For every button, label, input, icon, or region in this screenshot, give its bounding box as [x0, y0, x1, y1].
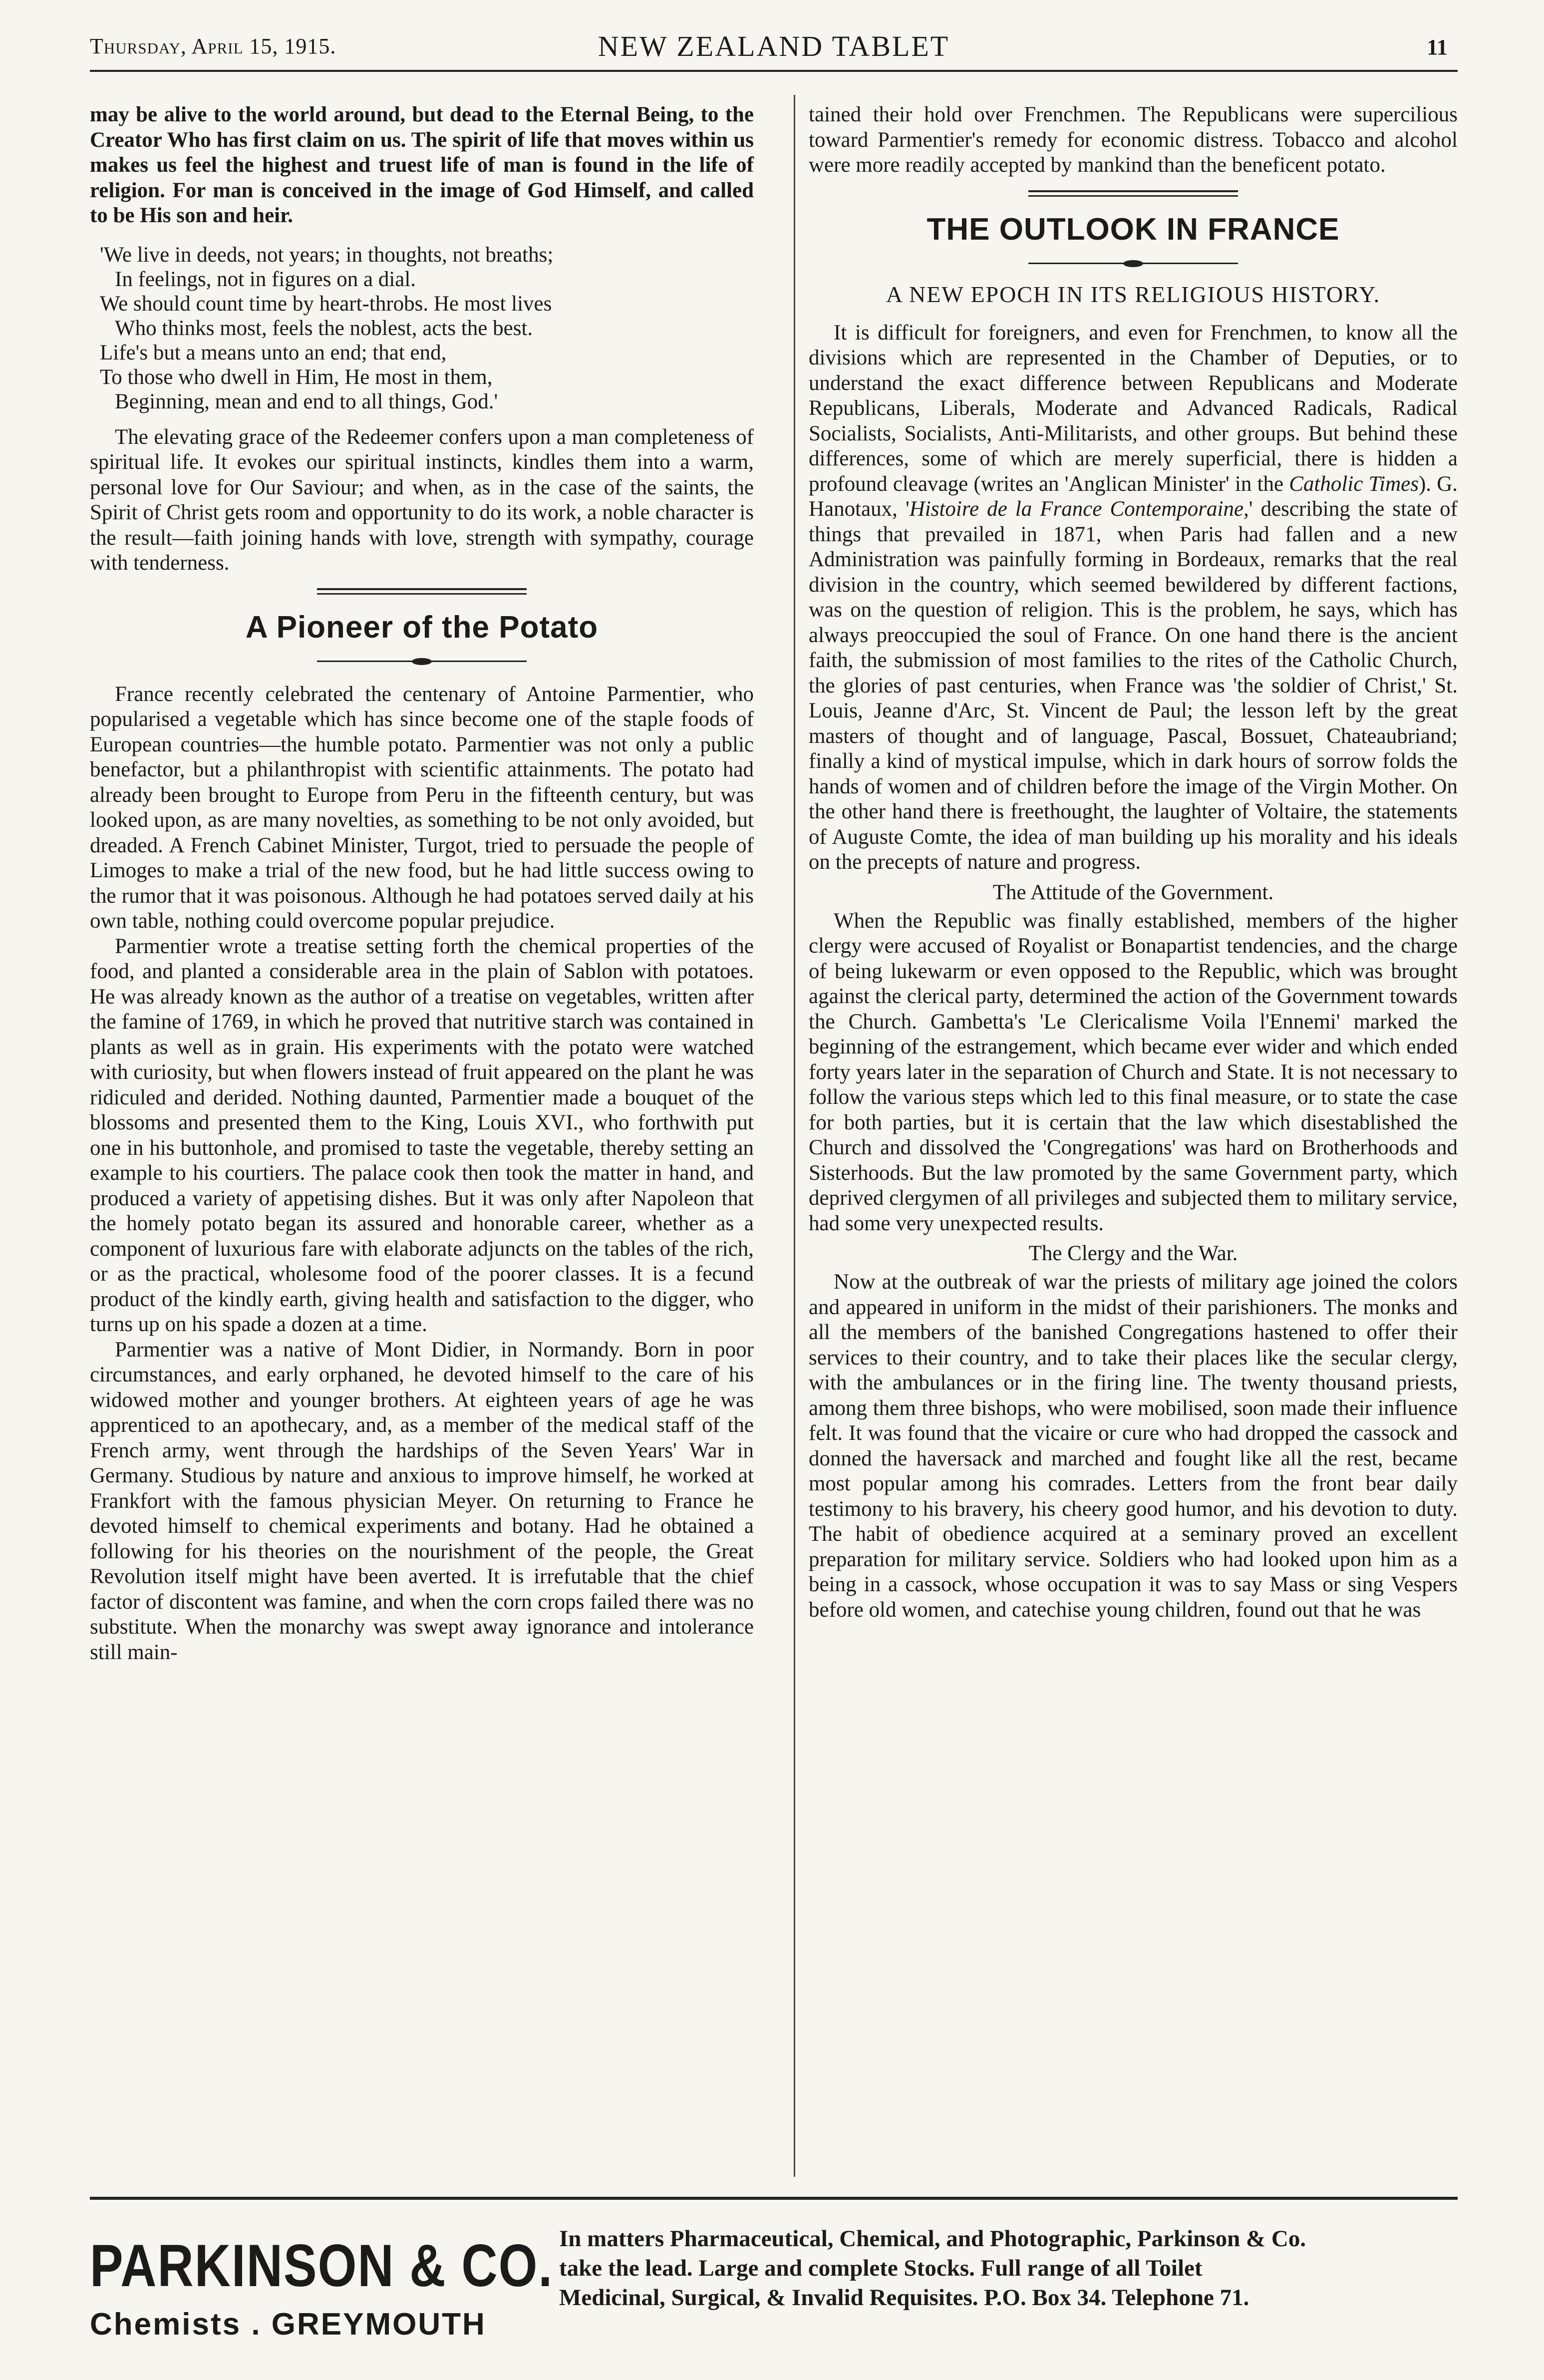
article-paragraph: France recently celebrated the centenary of Antoine Parmentier, who popularised a vegetable which has since become one of the staple foods of European countries—the humble potato. Parmentier was not only a public benefactor, but a philanthropist with scientific attainments. The potato had already been brought to Europe from Peru in the fifteenth century, but was looked upon, as are many novelties, as something to be not only avoided, but dreaded. A French Cabinet Minister, Turgot, tried to persuade the people of Limoges to make a trial of the new food, but he had little success owing to the rumor that it was poisonous. Although he had potatoes served daily at his own table, nothing could overcome popular prejudice. [90, 682, 754, 933]
continuation-paragraph: tained their hold over Frenchmen. The Republicans were supercilious toward Parmentier's remedy for economic distress. Tobacco and alcohol were more readily accepted by mankind than the beneficent potato. [809, 103, 1458, 177]
poem-line: Beginning, mean and end to all things, God.' [115, 389, 498, 413]
advertiser-name: PARKINSON & CO. [90, 2232, 554, 2300]
section-divider [1028, 190, 1238, 197]
issue-date: Thursday, April 15, 1915. [90, 34, 336, 58]
poem-line: Who thinks most, feels the noblest, acts the best. [115, 316, 533, 340]
poem-line: Life's but a means unto an end; that end, [100, 340, 447, 364]
poem-line: 'We live in deeds, not years; in thoughts, not breaths; [100, 243, 554, 267]
right-column [809, 102, 1458, 1623]
column-divider [794, 95, 795, 2177]
para-text: ' describing the state of things that prevailed in 1871, when Paris had fallen and a new Administration was painfully forming in Bordeaux, remarks that the real division in the country, which seemed bewildered by different factions, was on the question of religion. This is the problem, he says, which has always preoccupied the soul of France. On one hand there is the ancient faith, the submission of most families to the rites of the Catholic Church, the glories of past centuries, when France was 'the soldier of Christ,' St. Louis, Jeanne d'Arc, St. Vincent de Paul; the lesson left by the great masters of thought and of language, Pascal, Bossuet, Chateaubriand; finally a kind of mystical impulse, which in dark hours of sorrow folds the hands of women and of children before the image of the Virgin Mother. On the other hand there is freethought, the laughter of Voltaire, the statements of Auguste Comte, the idea of man building up his morality and his ideals on the precepts of nature and progress. [809, 497, 1458, 874]
publication-title: NEW ZEALAND TABLET [598, 30, 950, 62]
header-rule [90, 70, 1458, 72]
article-title-outlook: THE OUTLOOK IN FRANCE [926, 212, 1340, 247]
article-title-potato: A Pioneer of the Potato [245, 610, 599, 645]
grace-paragraph: The elevating grace of the Redeemer confers upon a man completeness of spiritual life. It evokes our spiritual instincts, kindles them into a warm, personal love for Our Saviour; and when, as in the case of the saints, the Spirit of Christ gets room and opportunity to do its work, a noble character is the result—faith joining hands with love, strength with sympathy, courage with tenderness. [90, 425, 754, 575]
poem-line: In feelings, not in figures on a dial. [115, 267, 416, 291]
title-ornament [317, 658, 527, 665]
italic-title: Histoire de la France Contemporaine, [909, 497, 1249, 521]
para-text: ). G. Hanotaux, ' [809, 472, 1458, 521]
article-paragraph: Parmentier was a native of Mont Didier, in Normandy. Born in poor circumstances, and early orphaned, he devoted himself to the care of his widowed mother and younger brothers. At eighteen years of age he was apprenticed to an apothecary, and, as a member of the medical staff of the French army, went through the hardships of the Seven Years' War in Germany. Studious by nature and anxious to improve himself, he worked at Frankfort with the famous physician Meyer. On returning to France he devoted himself to chemical experiments and botany. Had he obtained a following for his theories on the nourishment of the people, the Great Revolution itself might have been averted. It is irrefutable that the chief factor of discontent was famine, and when the corn crops failed there was no substitute. When the monarchy was swept away ignorance and intolerance still main- [90, 1338, 754, 1664]
page-number: 11 [1427, 35, 1448, 59]
ad-line: take the lead. Large and complete Stocks. Full range of all Toilet [559, 2255, 1203, 2281]
italic-title: Catholic Times [1289, 472, 1419, 496]
poem [100, 243, 754, 414]
section-divider [317, 588, 527, 595]
advertisement-text [559, 2224, 1458, 2313]
ad-line: Medicinal, Surgical, & Invalid Requisites. P.O. Box 34. Telephone 71. [559, 2285, 1249, 2311]
left-column [90, 102, 754, 1665]
article-paragraph: When the Republic was finally established, members of the higher clergy were accused of Royalist or Bonapartist tendencies, and the charge of being lukewarm or even opposed to the Republic, which was brought against the clerical party, determined the action of the Government towards the Church. Gambetta's 'Le Clericalisme Voila l'Ennemi' marked the beginning of the estrangement, which became ever wider and which ended forty years later in the separation of Church and State. It is not necessary to follow the various steps which led to this final measure, or to state the case for both parties, but it is certain that the law which disestablished the Church and dissolved the 'Congregations' was hard on Brotherhoods and Sisterhoods. But the law promoted by the same Government party, which deprived clergymen of all privileges and subjected them to military service, had some very unexpected results. [809, 909, 1458, 1235]
article-subtitle: A NEW EPOCH IN ITS RELIGIOUS HISTORY. [886, 281, 1381, 307]
ad-line: In matters Pharmaceutical, Chemical, and Photographic, Parkinson & Co. [559, 2226, 1306, 2252]
article-paragraph: Parmentier wrote a treatise setting forth the chemical properties of the food, and planted a considerable area in the plain of Sablon with potatoes. He was already known as the author of a treatise on vegetables, written after the famine of 1769, in which he proved that nutritive starch was contained in plants as well as in grain. His experiments with the potato were watched with curiosity, but when flowers instead of fruit appeared on the plant he was ridiculed and derided. Nothing daunted, Parmentier made a bouquet of the blossoms and presented them to the King, Louis XVI., who forthwith put one in his buttonhole, and promised to taste the vegetable, thereby setting an example to his courtiers. The palace cook then took the matter in hand, and produced a variety of appetising dishes. But it was only after Napoleon that the homely potato began its assured and honorable career, whether as a component of luxurious fare with elaborate adjuncts on the tables of the rich, or as the practical, wholesome food of the poorer classes. It is a fecund product of the kindly earth, giving health and satisfaction to the digger, who turns up on his spade a dozen at a time. [90, 934, 754, 1336]
para-text: It is difficult for foreigners, and even for Frenchmen, to know all the divisions which are represented in the Chamber of Deputies, or to understand the exact difference between Republicans and Moderate Republicans, Liberals, Moderate and Advanced Radicals, Radical Socialists, Socialists, Anti-Militarists, and other groups. But behind these differences, some of which are merely superficial, there is hidden a profound cleavage (writes an 'Anglican Minister' in the [809, 321, 1458, 496]
title-ornament [1028, 260, 1238, 267]
footer-rule [90, 2197, 1458, 2200]
advertiser-tagline: Chemists . GREYMOUTH [90, 2307, 486, 2342]
poem-line: To those who dwell in Him, He most in them, [100, 365, 493, 389]
article-paragraph: Now at the outbreak of war the priests of military age joined the colors and appeared in uniform in the midst of their parishioners. The monks and all the members of the banished Congregations hastened to offer their services to their country, and to take their places like the secular clergy, with the ambulances or in the firing line. The twenty thousand priests, among them three bishops, who were mobilised, soon made their influence felt. It was found that the vicaire or cure who had dropped the cassock and donned the haversack and marched and fought like all the rest, became most popular among his comrades. Letters from the front bear daily testimony to his bravery, his cheery good humor, and his devotion to duty. The habit of obedience acquired at a seminary proved an excellent preparation for military service. Soldiers who had looked upon him as a being in a cassock, whose occupation it was to say Mass or sing Vespers before old women, and catechise young children, found out that he was [809, 1270, 1458, 1622]
poem-line: We should count time by heart-throbs. He most lives [100, 292, 552, 316]
intro-paragraph: may be alive to the world around, but dead to the Eternal Being, to the Creator Who has first claim on us. The spirit of life that moves within us makes us feel the highest and truest life of man is found in the life of religion. For man is conceived in the image of God Himself, and called to be His son and heir. [90, 103, 754, 227]
article-paragraph [809, 321, 1458, 875]
subheading: The Attitude of the Government. [992, 880, 1274, 904]
subheading: The Clergy and the War. [1028, 1242, 1238, 1265]
page-header [90, 27, 1458, 67]
